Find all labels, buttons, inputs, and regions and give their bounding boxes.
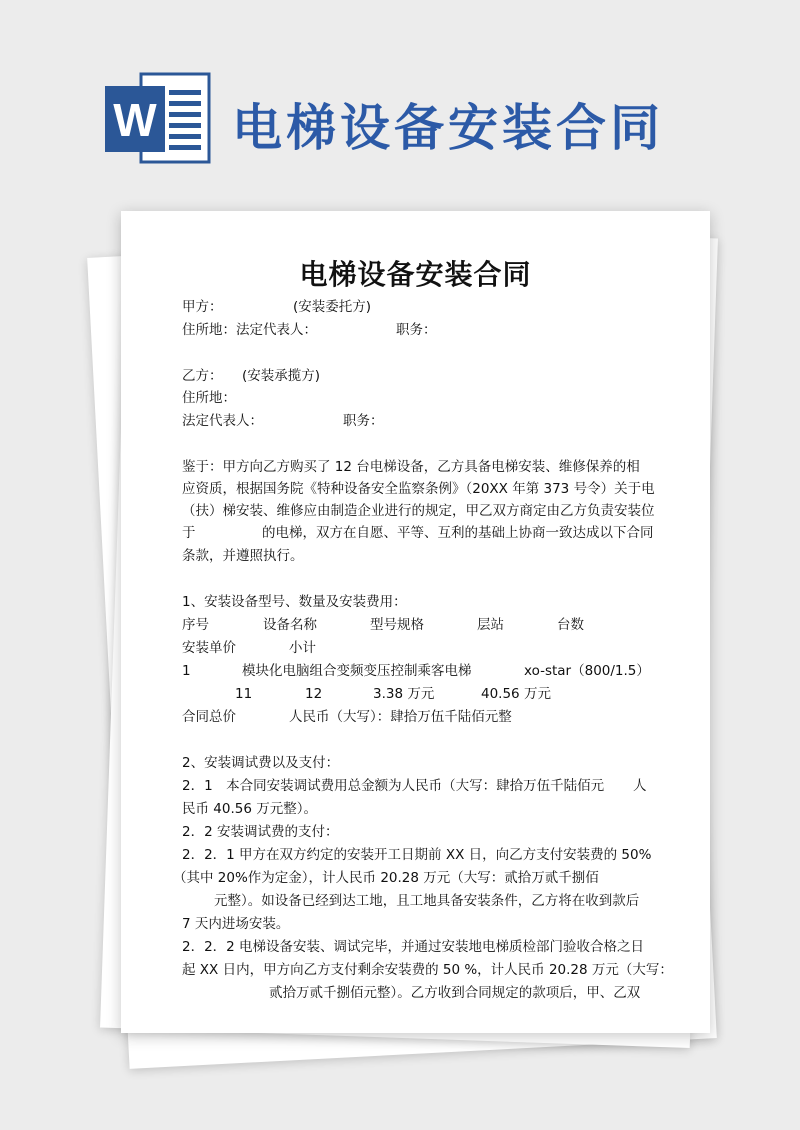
table-header-qty: 台数 <box>557 617 584 633</box>
preamble-line: 鉴于：甲方向乙方购买了 12 台电梯设备，乙方具备电梯安装、维修保养的相 <box>182 459 640 475</box>
clause-2-2-heading: 2．2 安装调试费的支付： <box>182 824 339 840</box>
clause-2-2-2-line: 2．2．2 电梯设备安装、调试完毕，并通过安装地电梯质检部门验收合格之日 <box>182 939 645 955</box>
section1-heading: 1、安装设备型号、数量及安装费用： <box>182 594 407 610</box>
preamble-line: 应资质，根据国务院《特种设备安全监察条例》（20XX 年第 373 号令）关于电 <box>182 481 655 497</box>
party-a-position-label: 职务： <box>396 322 437 338</box>
total-value: 人民币（大写）：肆拾万伍千陆佰元整 <box>289 709 512 725</box>
table-cell-subtotal: 40.56 万元 <box>481 686 551 702</box>
clause-2-1-line: 民币 40.56 万元整）。 <box>182 801 317 817</box>
party-a-address-label: 住所地： <box>182 322 236 338</box>
table-cell-name: 模块化电脑组合变频变压控制乘客电梯 <box>242 663 472 679</box>
clause-2-1-line: 人 <box>633 778 647 794</box>
preamble-line: （扶）梯安装、维修应由制造企业进行的规定，甲乙双方商定由乙方负责安装位 <box>182 503 655 519</box>
party-b-role: (安装承揽方) <box>242 368 321 384</box>
document-page <box>121 211 710 1033</box>
party-b-rep-label: 法定代表人： <box>182 413 263 429</box>
table-header-subtotal: 小计 <box>289 640 316 656</box>
table-cell-floors: 11 <box>235 686 253 702</box>
table-header-no: 序号 <box>182 617 209 633</box>
table-header-floors: 层站 <box>477 617 504 633</box>
document-title: 电梯设备安装合同 <box>299 258 532 291</box>
table-cell-no: 1 <box>182 663 191 679</box>
clause-2-1-line: 2．1 本合同安装调试费用总金额为人民币（大写：肆拾万伍千陆佰元 <box>182 778 605 794</box>
table-cell-qty: 12 <box>305 686 323 702</box>
clause-2-2-1-line: 元整）。如设备已经到达工地，且工地具备安装条件，乙方将在收到款后 <box>214 893 640 909</box>
party-a-role: (安装委托方) <box>293 299 372 315</box>
word-document-icon <box>105 72 211 164</box>
party-b-label: 乙方： <box>182 368 223 384</box>
svg-text:W: W <box>113 94 157 146</box>
clause-2-2-1-line: 2．2．1 甲方在双方约定的安装开工日期前 XX 日，向乙方支付安装费的 50% <box>182 847 652 863</box>
party-b-position-label: 职务： <box>343 413 384 429</box>
table-cell-model: xo-star（800/1.5） <box>524 663 650 679</box>
banner-title: 电梯设备安装合同 <box>232 99 664 157</box>
table-header-name: 设备名称 <box>263 617 317 633</box>
total-label: 合同总价 <box>182 709 236 725</box>
table-cell-unit-price: 3.38 万元 <box>373 686 435 702</box>
clause-2-2-1-line: （其中 20%作为定金），计人民币 20.28 万元（大写：贰拾万贰千捌佰 <box>173 870 599 886</box>
preamble-line: 条款，并遵照执行。 <box>182 548 304 564</box>
preamble-line: 的电梯，双方在自愿、平等、互利的基础上协商一致达成以下合同 <box>262 525 654 541</box>
table-header-unit-price: 安装单价 <box>182 640 236 656</box>
table-header-model: 型号规格 <box>370 617 424 633</box>
section2-heading: 2、安装调试费以及支付： <box>182 755 340 771</box>
clause-2-2-2-line: 起 XX 日内，甲方向乙方支付剩余安装费的 50 %，计人民币 20.28 万元（大写： <box>182 962 673 978</box>
party-b-address-label: 住所地： <box>182 390 236 406</box>
party-a-label: 甲方： <box>182 299 223 315</box>
clause-2-2-1-line: 7 天内进场安装。 <box>182 916 290 932</box>
preamble-yu: 于 <box>182 525 196 541</box>
banner <box>0 0 800 190</box>
party-a-rep-label: 法定代表人： <box>236 322 317 338</box>
clause-2-2-2-line: 贰拾万贰千捌佰元整）。乙方收到合同规定的款项后，甲、乙双 <box>269 985 641 1001</box>
